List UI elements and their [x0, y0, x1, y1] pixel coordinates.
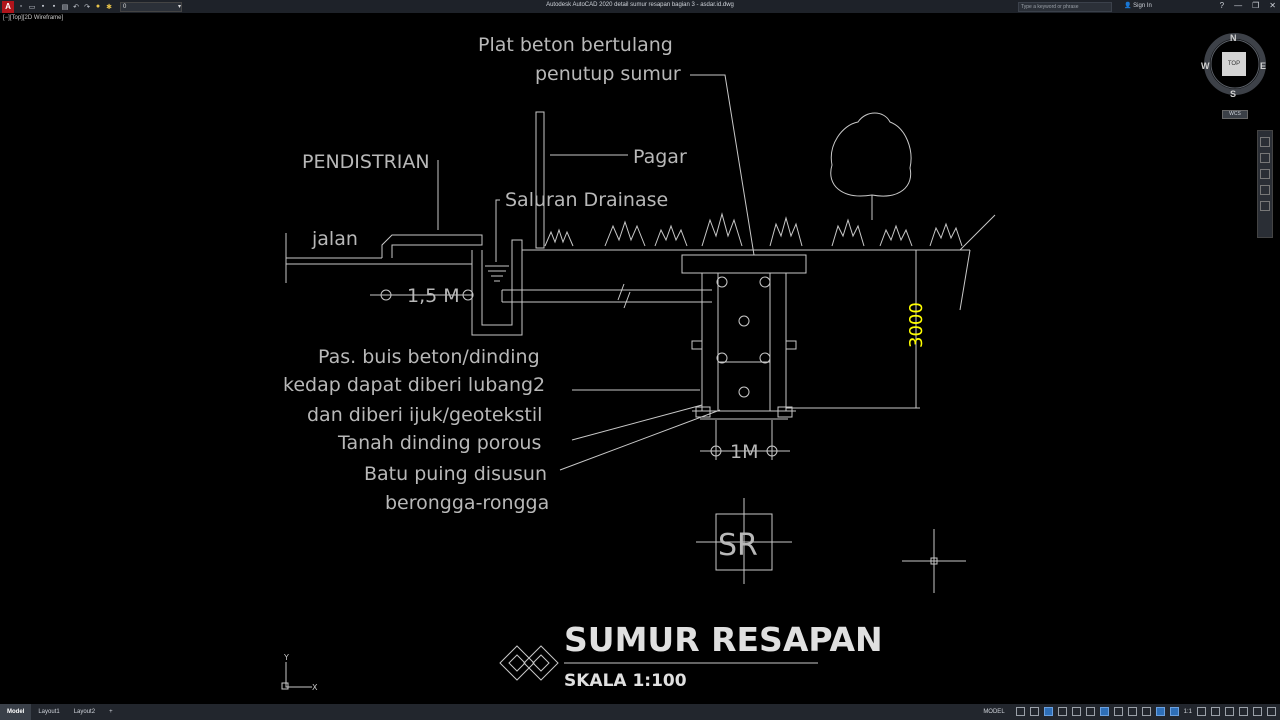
- lineweight-icon[interactable]: [1114, 707, 1123, 716]
- save-as-icon[interactable]: ▪: [52, 3, 56, 10]
- open-file-icon[interactable]: ▭: [28, 3, 36, 11]
- title-bar: [0, 0, 1280, 13]
- leader-saluran: [496, 200, 500, 262]
- well-wall-left: [702, 273, 718, 411]
- label-dim-3000: 3000: [906, 302, 927, 348]
- label-sr: SR: [718, 528, 758, 563]
- clean-screen-icon[interactable]: [1253, 707, 1262, 716]
- user-icon: 👤: [1124, 3, 1132, 9]
- wall-hole: [760, 277, 770, 287]
- steering-wheel-icon[interactable]: [1260, 137, 1270, 147]
- drawing-title: SUMUR RESAPAN: [564, 620, 883, 659]
- window-title: Autodesk AutoCAD 2020 detail sumur resapan bagian 3 - asdar.id.dwg: [546, 2, 734, 8]
- sign-in-label: Sign In: [1133, 3, 1152, 9]
- sun-icon[interactable]: ✱: [106, 3, 112, 11]
- restore-icon[interactable]: ❐: [1252, 1, 1260, 10]
- layer-value: 0: [123, 3, 127, 10]
- tab-layout2[interactable]: Layout2: [73, 709, 96, 715]
- autocad-logo-icon[interactable]: A: [2, 1, 14, 13]
- minimize-icon[interactable]: —: [1234, 1, 1243, 10]
- drainage-channel: [472, 240, 522, 335]
- pan-icon[interactable]: [1260, 153, 1270, 163]
- object-snap-icon[interactable]: [1100, 707, 1109, 716]
- wcs-menu[interactable]: WCS: [1222, 110, 1248, 119]
- tab-model[interactable]: Model: [0, 704, 31, 720]
- object-snap-tracking-icon[interactable]: [1086, 707, 1095, 716]
- navigation-bar: [1257, 130, 1273, 238]
- lightbulb-icon[interactable]: ●: [95, 3, 101, 10]
- help-icon[interactable]: ?: [1219, 1, 1225, 10]
- add-layout-button[interactable]: +: [109, 709, 113, 715]
- customization-menu-icon[interactable]: [1267, 707, 1276, 716]
- redo-icon[interactable]: ↷: [84, 3, 90, 11]
- label-tanah: Tanah dinding porous: [338, 432, 542, 454]
- hatch-box: [696, 407, 710, 417]
- drawing-canvas[interactable]: [0, 13, 1280, 703]
- label-buis-3: dan diberi ijuk/geotekstil: [307, 404, 543, 426]
- well-wall-right: [770, 273, 786, 411]
- label-penutup-sumur: penutup sumur: [535, 63, 681, 85]
- pipe-break-symbol: [618, 284, 630, 308]
- ground-edge: [960, 250, 970, 310]
- title-diamond-logo: [500, 646, 558, 680]
- wall-hole: [739, 316, 749, 326]
- leader-tanah: [572, 405, 702, 440]
- label-plat-beton: Plat beton bertulang: [478, 34, 673, 56]
- label-buis-2: kedap dapat diberi lubang2: [283, 374, 546, 396]
- status-bar: [0, 704, 1280, 720]
- chevron-down-icon: ▾: [177, 4, 181, 10]
- drawing-scale: SKALA 1:100: [564, 671, 687, 691]
- plus-icon[interactable]: [1211, 707, 1220, 716]
- annotation-scale[interactable]: 1:1: [1183, 708, 1192, 715]
- compass-west[interactable]: W: [1201, 61, 1210, 71]
- pedestrian-slab: [382, 235, 482, 258]
- isodraft-icon[interactable]: [1072, 707, 1081, 716]
- search-input[interactable]: [1018, 2, 1112, 12]
- viewcube-top-face[interactable]: TOP: [1222, 52, 1246, 76]
- showmotion-icon[interactable]: [1260, 201, 1270, 211]
- label-batu-1: Batu puing disusun: [364, 463, 547, 485]
- label-pagar: Pagar: [633, 146, 687, 168]
- compass-east[interactable]: E: [1260, 61, 1267, 71]
- hatch-box: [786, 341, 796, 349]
- window-controls: [1220, 1, 1276, 10]
- zoom-icon[interactable]: [1260, 169, 1270, 179]
- grid-icon[interactable]: [1016, 707, 1025, 716]
- layer-dropdown[interactable]: [120, 2, 182, 12]
- label-dim-1-5m: 1,5 M: [407, 285, 460, 307]
- sign-in-button[interactable]: [1124, 2, 1152, 9]
- new-file-icon[interactable]: ▫: [19, 3, 23, 10]
- tab-layout1[interactable]: Layout1: [38, 709, 60, 715]
- shrub-row: [545, 214, 962, 246]
- label-jalan: jalan: [312, 228, 358, 250]
- ucs-icon: [286, 662, 312, 687]
- ground-slope: [960, 215, 995, 250]
- hatch-box: [692, 341, 702, 349]
- viewport-controls-label[interactable]: [−][Top][2D Wireframe]: [3, 15, 64, 21]
- auto-scale-icon[interactable]: [1170, 707, 1179, 716]
- transparency-icon[interactable]: [1128, 707, 1137, 716]
- orbit-icon[interactable]: [1260, 185, 1270, 195]
- selection-cycling-icon[interactable]: [1142, 707, 1151, 716]
- tree-symbol: [831, 113, 911, 220]
- close-icon[interactable]: ✕: [1269, 1, 1276, 10]
- label-batu-2: berongga-rongga: [385, 492, 550, 514]
- label-dim-1m: 1M: [730, 441, 759, 463]
- compass-south[interactable]: S: [1230, 89, 1237, 99]
- undo-icon[interactable]: ↶: [73, 3, 79, 11]
- leader-plat: [690, 75, 754, 255]
- wall-hole: [739, 387, 749, 397]
- ucs-y-label: Y: [284, 653, 289, 662]
- compass-north[interactable]: N: [1230, 33, 1237, 43]
- label-saluran-drainase: Saluran Drainase: [505, 189, 669, 211]
- well-cover-slab: [682, 255, 806, 273]
- snap-icon[interactable]: [1030, 707, 1039, 716]
- hardware-acceleration-icon[interactable]: [1239, 707, 1248, 716]
- label-buis-1: Pas. buis beton/dinding: [318, 346, 540, 368]
- ucs-x-label: X: [312, 683, 318, 692]
- ortho-icon[interactable]: [1044, 707, 1053, 716]
- leader-batu: [560, 410, 720, 470]
- print-icon[interactable]: ▤: [61, 3, 69, 11]
- model-space-toggle[interactable]: MODEL: [983, 708, 1005, 715]
- save-icon[interactable]: ▪: [41, 3, 45, 10]
- isolate-objects-icon[interactable]: [1225, 707, 1234, 716]
- fence-post: [536, 112, 544, 248]
- ucs-origin: [282, 683, 288, 689]
- search-placeholder: Type a keyword or phrase: [1021, 4, 1079, 10]
- gear-icon[interactable]: [1197, 707, 1206, 716]
- annotation-visibility-icon[interactable]: [1156, 707, 1165, 716]
- label-pendistrian: PENDISTRIAN: [302, 151, 430, 173]
- polar-icon[interactable]: [1058, 707, 1067, 716]
- quick-access-toolbar: [0, 1, 182, 13]
